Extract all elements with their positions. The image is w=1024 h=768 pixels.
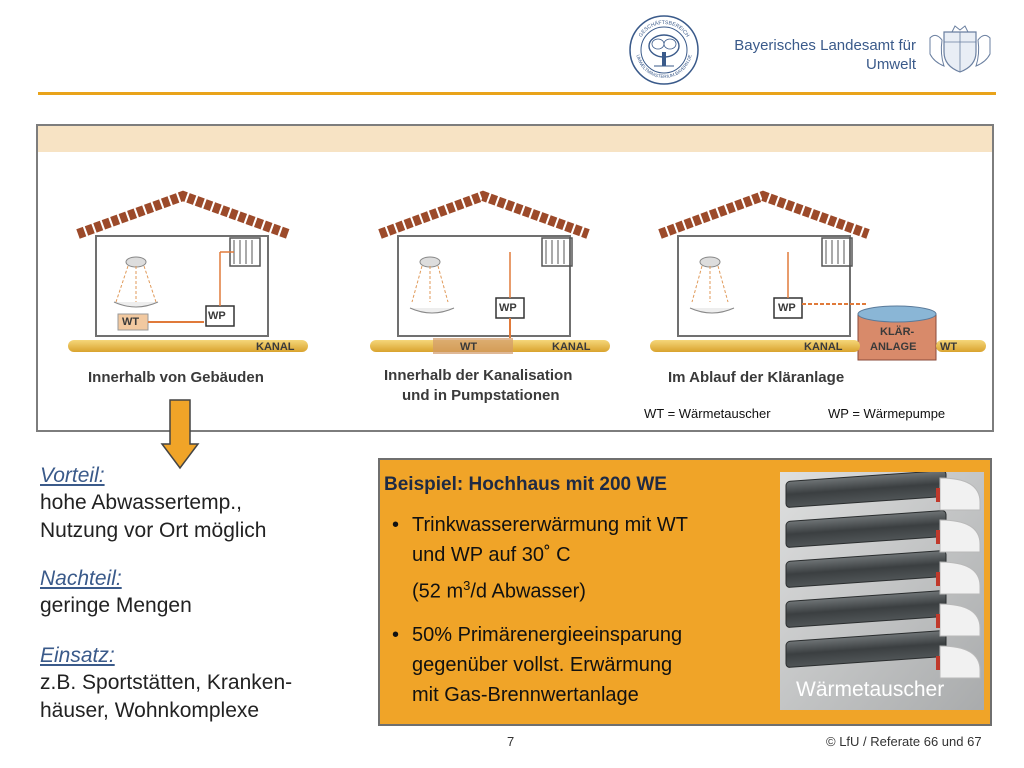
- scene3-wp-label: WP: [778, 302, 796, 314]
- header-divider: [38, 92, 996, 95]
- example-title: Beispiel: Hochhaus mit 200 WE: [384, 474, 667, 495]
- scene3-kanal-label: KANAL: [804, 341, 843, 353]
- scene-inside-building: [68, 196, 308, 352]
- bullet-1-line3-pre: (52 m: [412, 580, 464, 603]
- scene2-wt-label: WT: [460, 341, 478, 353]
- down-arrow-icon: [160, 398, 200, 470]
- seal-text-top: GESCHÄFTSBEREICH: [637, 19, 691, 39]
- legend-wp: WP = Wärmepumpe: [828, 406, 946, 421]
- footer-copyright: © LfU / Referate 66 und 67: [826, 734, 982, 749]
- legend-wt: WT = Wärmetauscher: [644, 406, 771, 421]
- nachteil-heading: Nachteil:: [40, 567, 122, 590]
- scene2-kanal-label: KANAL: [552, 341, 591, 353]
- org-name-line1: Bayerisches Landesamt für: [734, 37, 916, 54]
- heat-exchanger-photo: [780, 472, 984, 710]
- scene1-kanal-label: KANAL: [256, 341, 295, 353]
- vorteil-line1: hohe Abwassertemp.,: [40, 491, 242, 514]
- seal-text-bottom: UMWELTMINISTERIUM.BAYERN.DE: [635, 54, 693, 80]
- org-name-line2: Umwelt: [865, 56, 916, 73]
- scene1-wt-label: WT: [122, 316, 140, 328]
- einsatz-line1: z.B. Sportstätten, Kranken-: [40, 671, 293, 694]
- einsatz-line2: häuser, Wohnkomplexe: [40, 699, 260, 722]
- scene-treatment-plant: [650, 196, 986, 360]
- scene2-wp-label: WP: [499, 302, 517, 314]
- photo-caption: Wärmetauscher: [796, 678, 945, 701]
- scene3-caption: Im Ablauf der Kläranlage: [668, 369, 845, 386]
- bullet-2-line2: gegenüber vollst. Erwärmung: [412, 654, 673, 676]
- scene1-caption: Innerhalb von Gebäuden: [88, 369, 264, 386]
- vorteil-line2: Nutzung vor Ort möglich: [40, 519, 267, 542]
- heat-recovery-figure: [36, 124, 994, 432]
- bullet-1-line2: und WP auf 30˚ C: [412, 544, 571, 566]
- nachteil-line1: geringe Mengen: [40, 594, 192, 617]
- einsatz-heading: Einsatz:: [40, 644, 115, 667]
- klaeranlage-label-line2: ANLAGE: [870, 341, 917, 353]
- vorteil-heading: Vorteil:: [40, 464, 105, 487]
- scene2-caption-line1: Innerhalb der Kanalisation: [384, 367, 573, 384]
- bullet-1-line3-post: /d Abwasser): [470, 580, 586, 603]
- scene1-wp-label: WP: [208, 310, 226, 322]
- klaeranlage-label-line1: KLÄR-: [880, 326, 915, 338]
- scene2-caption-line2: und in Pumpstationen: [402, 387, 560, 404]
- bullet-1-line1: Trinkwassererwärmung mit WT: [412, 514, 688, 536]
- bullet-1-line3-sup: 3: [463, 578, 471, 593]
- ministry-seal-logo: [628, 14, 700, 86]
- bullet-2-line3: mit Gas-Brennwertanlage: [412, 684, 639, 706]
- coat-of-arms-icon: [924, 24, 996, 76]
- bullet-1-line3: [412, 573, 586, 605]
- bullet-1-dot: •: [392, 514, 400, 536]
- page-number: 7: [507, 734, 515, 749]
- bullet-2-dot: •: [392, 624, 400, 646]
- bullet-2-line1: 50% Primärenergieeinsparung: [412, 624, 683, 646]
- organization-name: [706, 36, 916, 74]
- scene3-wt-label: WT: [940, 341, 958, 353]
- scene-sewer-system: [370, 196, 610, 354]
